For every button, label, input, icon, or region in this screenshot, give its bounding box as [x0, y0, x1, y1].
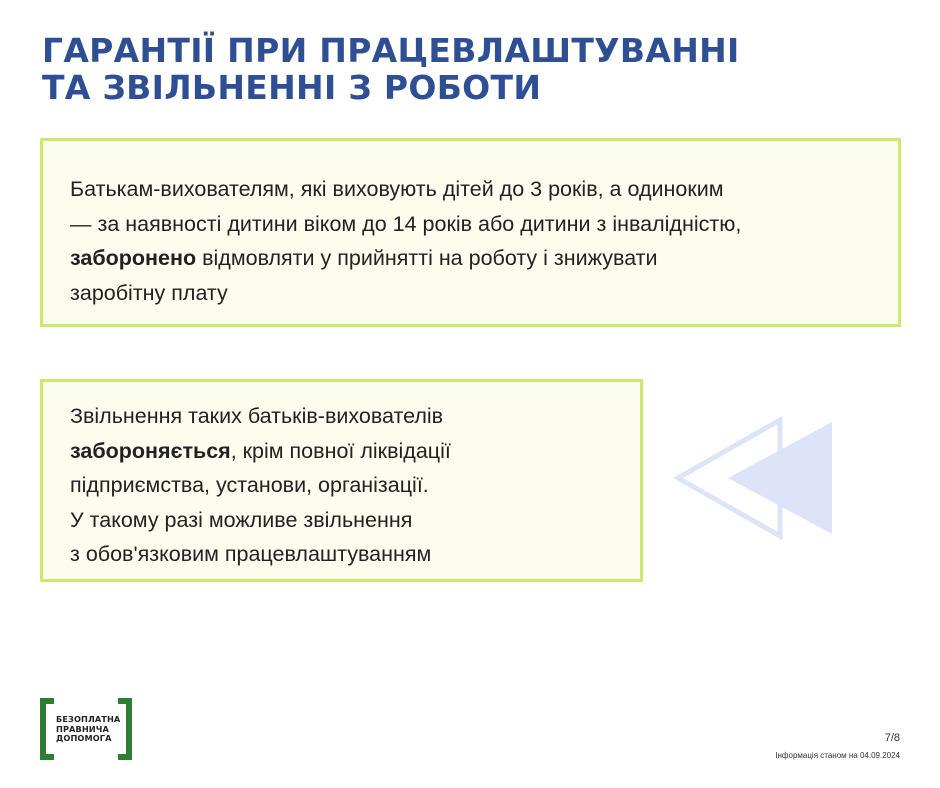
text-line: заробітну плату [70, 280, 228, 305]
logo-text [56, 715, 120, 744]
text-line: — за наявності дитини віком до 14 років або дитини з інвалідністю, [70, 211, 742, 236]
text-line: з обов'язковим працевлаштуванням [70, 542, 432, 566]
page-title [42, 32, 740, 106]
logo-text-line: ДОПОМОГА [56, 733, 112, 744]
logo-text-line: ПРАВНИЧА [56, 723, 109, 734]
dismissal-guarantee-text [70, 399, 630, 572]
logo-bracket-left [40, 698, 54, 760]
text-fragment: , крім повної ліквідації [230, 438, 451, 463]
text-line: підприємства, установи, організації. [70, 473, 429, 497]
page-number: 7/8 [884, 732, 900, 744]
text-fragment: відмовляти у прийнятті на роботу і знижувати [196, 246, 658, 270]
page-title-line: ГАРАНТІЇ ПРИ ПРАЦЕВЛАШТУВАННІ [42, 31, 740, 70]
text-line [70, 241, 878, 276]
emphasis-text: забороняється [70, 438, 231, 463]
employment-guarantee-box [40, 138, 901, 327]
text-line [70, 434, 630, 469]
employment-guarantee-text [70, 172, 878, 310]
emphasis-text: заборонено [70, 246, 197, 270]
page-title-line: ТА ЗВІЛЬНЕННІ З РОБОТИ [42, 68, 542, 107]
double-left-arrow-icon [672, 414, 836, 542]
free-legal-aid-logo [40, 698, 132, 760]
info-date: Інформація станом на 04.09.2024 [775, 751, 900, 760]
text-line: Батькам-вихователям, які виховують дітей до 3 років, а одиноким [70, 177, 724, 201]
dismissal-guarantee-box [40, 379, 643, 582]
text-line: Звільнення таких батьків-вихователів [70, 404, 444, 428]
logo-text-line: БЕЗОПЛАТНА [56, 714, 121, 724]
text-line: У такому разі можливе звільнення [70, 507, 413, 532]
